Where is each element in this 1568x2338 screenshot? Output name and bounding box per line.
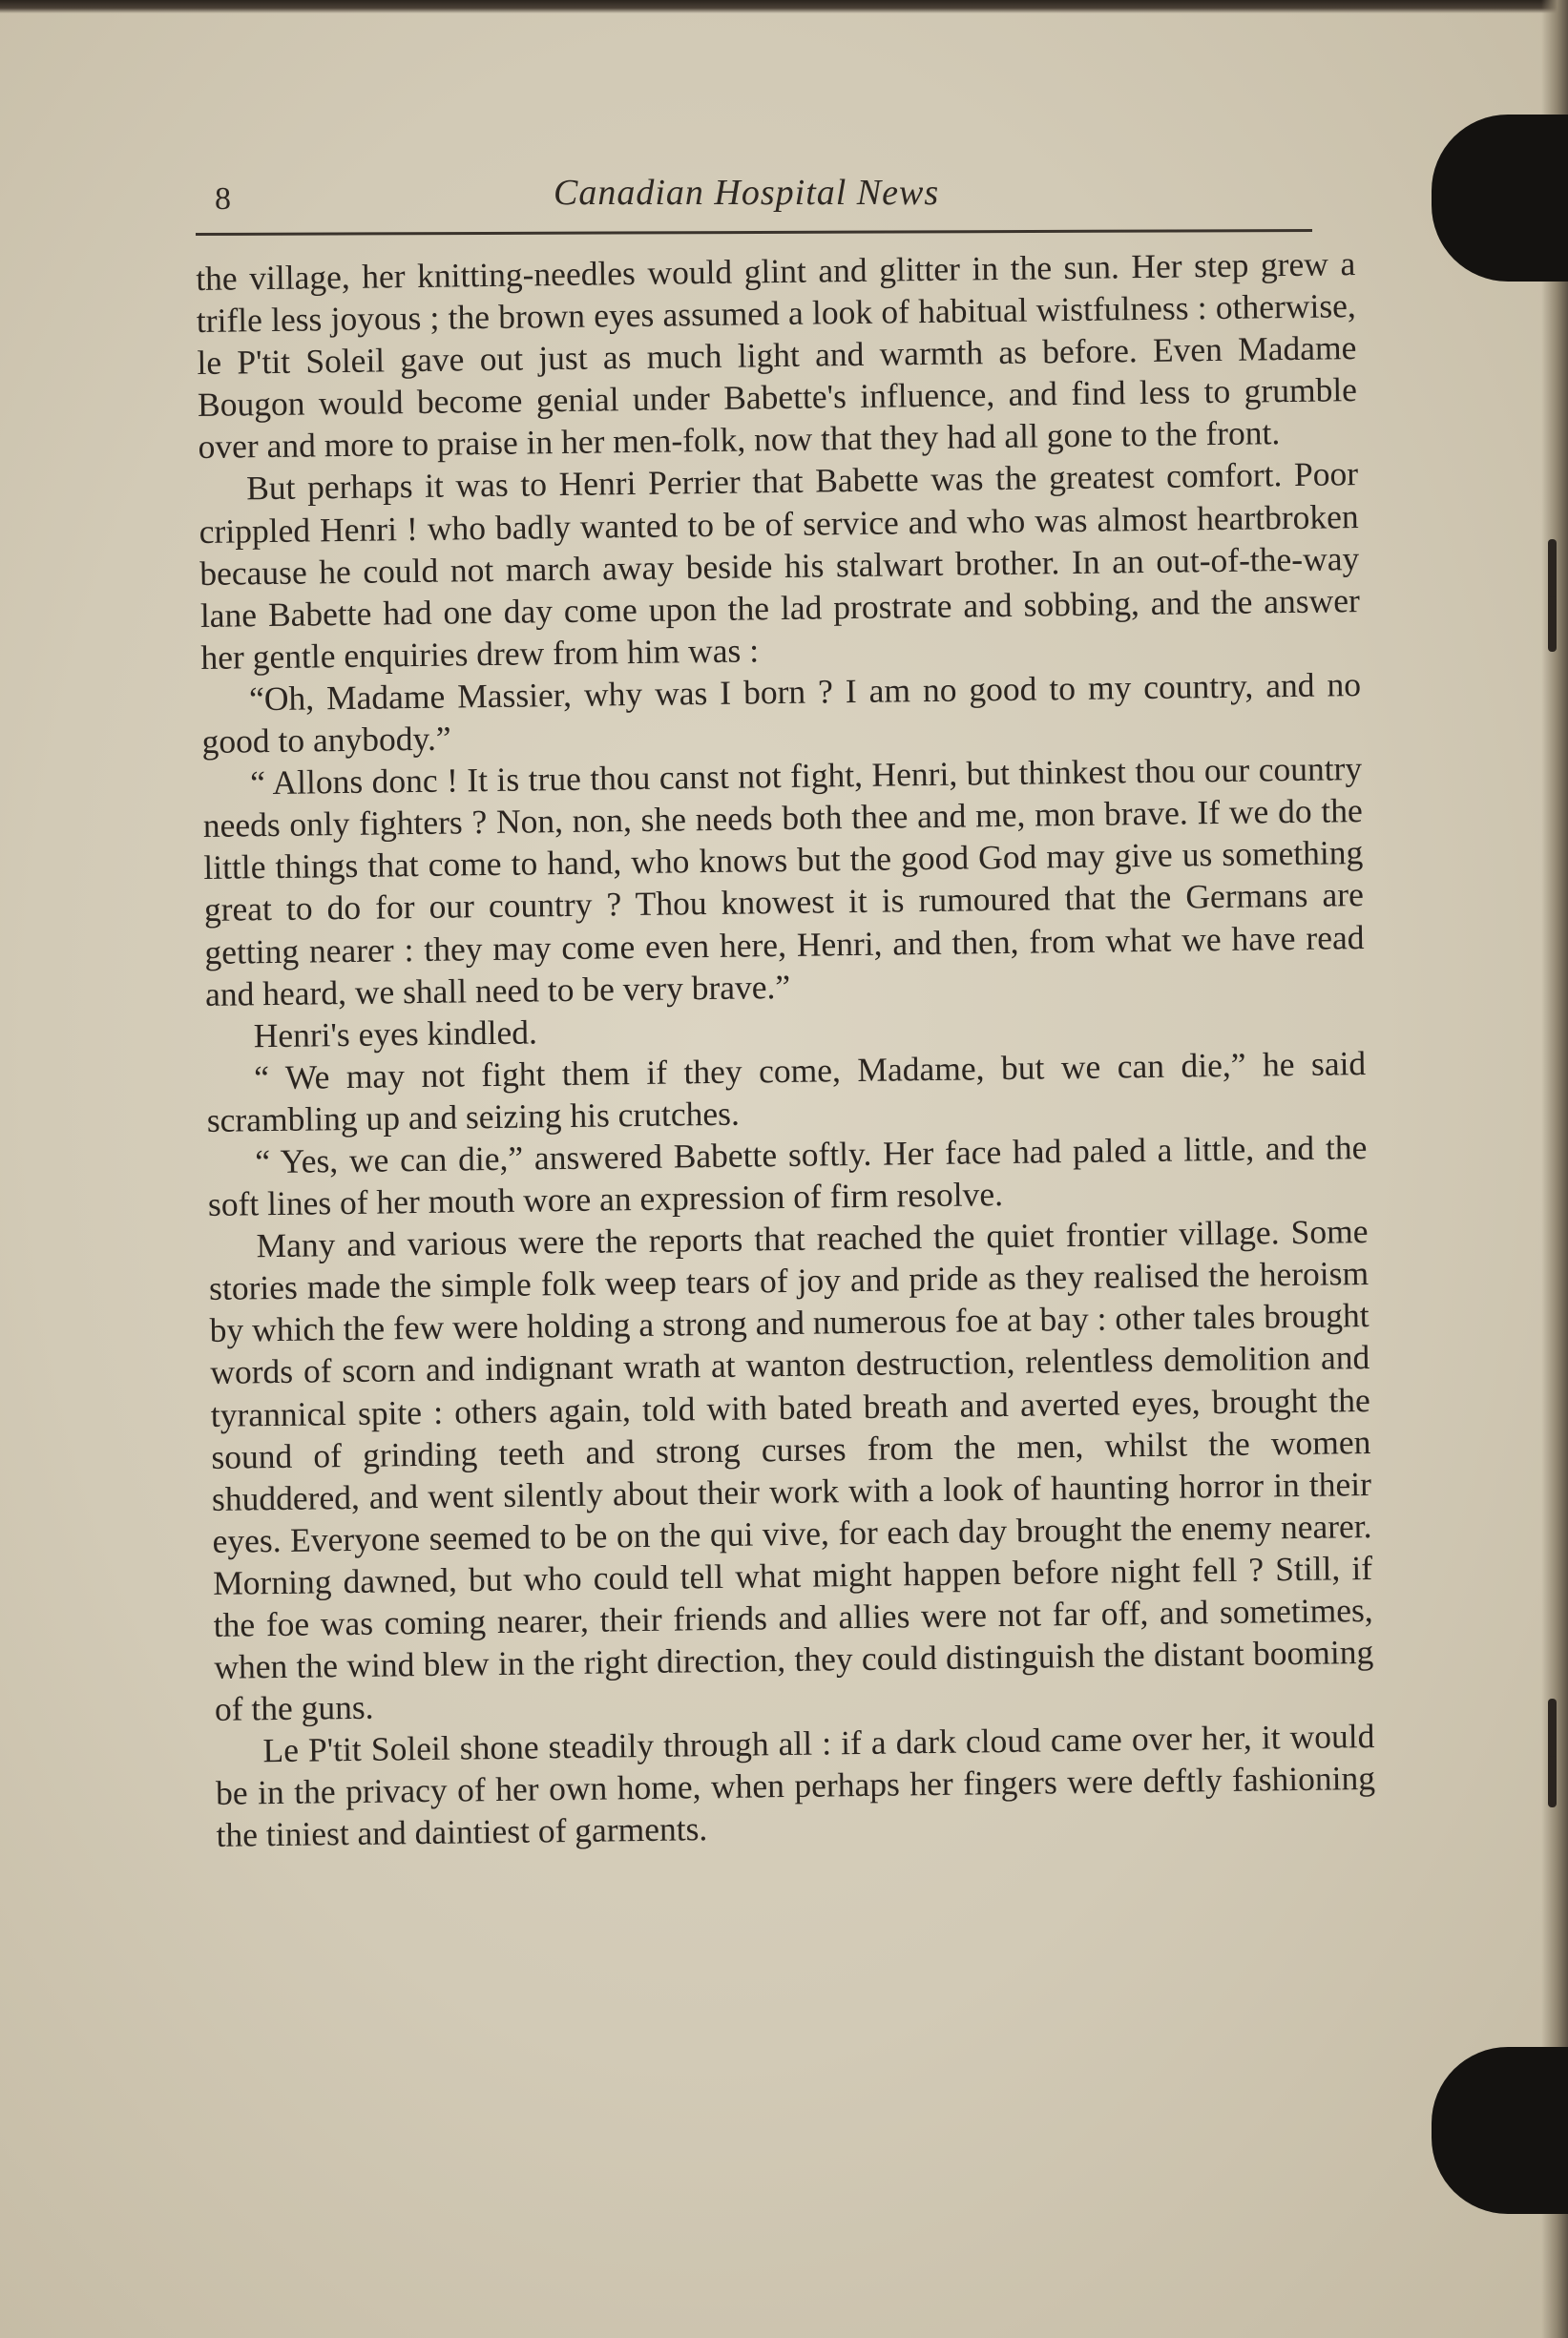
running-title: Canadian Hospital News [554,173,940,213]
paragraph: Henri's eyes kindled. [253,1012,538,1054]
header-rule [196,229,1312,236]
paragraph: “ Yes, we can die,” answered Babette softly. Her face had paled a little, and the soft lines of her mouth wore an expression of firm resolve. [207,1127,1368,1223]
page-right-edge [1541,0,1568,2338]
binding-hole-top [1432,115,1568,282]
running-header [196,170,1312,227]
paragraph: the village, her knitting-needles would glint and glitter in the sun. Her step grew a trifle less joyous ; the brown eyes assumed a look of habitual wistfulness : otherwise, le P'tit Soleil gave out just as much light and warmth as before. Even Madame Bougon would become genial under Babette's influence, and find less to grumble over and more to praise in her men-folk, now that they had all gone to the front. [196,244,1358,467]
page-number: 8 [215,181,231,217]
paragraph: “Oh, Madame Massier, why was I born ? I am no good to my country, and no good to anybody.” [201,664,1362,761]
staple-mark [1548,596,1557,652]
page-top-edge [0,0,1568,13]
paragraph: Many and various were the reports that reached the quiet frontier village. Some stories made the simple folk weep tears of joy and pride as they realised the heroism by which the few were holding a strong and numerous foe at bay : other tales brought words of scorn and indignant wrath at wanton destruction, relentless demolition and tyrannical spite : others again, told with bated breath and averted eyes, brought the sound of grinding teeth and strong curses from the men, whilst the women shuddered, and went silently about their work with a look of haunting horror in their eyes. Everyone seemed to be on the qui vive, for each day brought the enemy nearer. Morning dawned, but who could tell what might happen before night fell ? Still, if the foe was coming nearer, their friends and allies were not far off, and sometimes, when the wind blew in the right direction, they could distinguish the distant booming of the guns. [208,1212,1374,1729]
binding-hole-bottom [1432,2047,1568,2214]
paragraph: But perhaps it was to Henri Perrier that Babette was the greatest comfort. Poor crippled Henri ! who badly wanted to be of service and who was almost heartbroken because he could not march away beside his stalwart brother. In an out-of-the-way lane Babette had one day come upon the lad prostrate and sobbing, and the answer her gentle enquiries drew from him was : [199,454,1361,677]
paragraph: “ Allons donc ! It is true thou canst not fight, Henri, but thinkest thou our country needs only fighters ? Non, non, she needs both thee and me, mon brave. If we do the little things that come to hand, who knows but the good God may give us something great to do for our country ? Thou knowest it is rumoured that the Germans are getting nearer : they may come even here, Henri, and then, from what we have read and heard, we shall need to be very brave.” [202,749,1365,1013]
paragraph: “ We may not fight them if they come, Madame, but we can die,” he said scrambling up and seizing his crutches. [206,1043,1367,1139]
paragraph: Le P'tit Soleil shone steadily through all : if a dark cloud came over her, it would be in the privacy of her own home, when perhaps her fingers were deftly fashioning the tiniest and daintiest of garments. [215,1717,1376,1855]
article-body [196,242,1376,1856]
staple-mark [1548,1756,1557,1807]
